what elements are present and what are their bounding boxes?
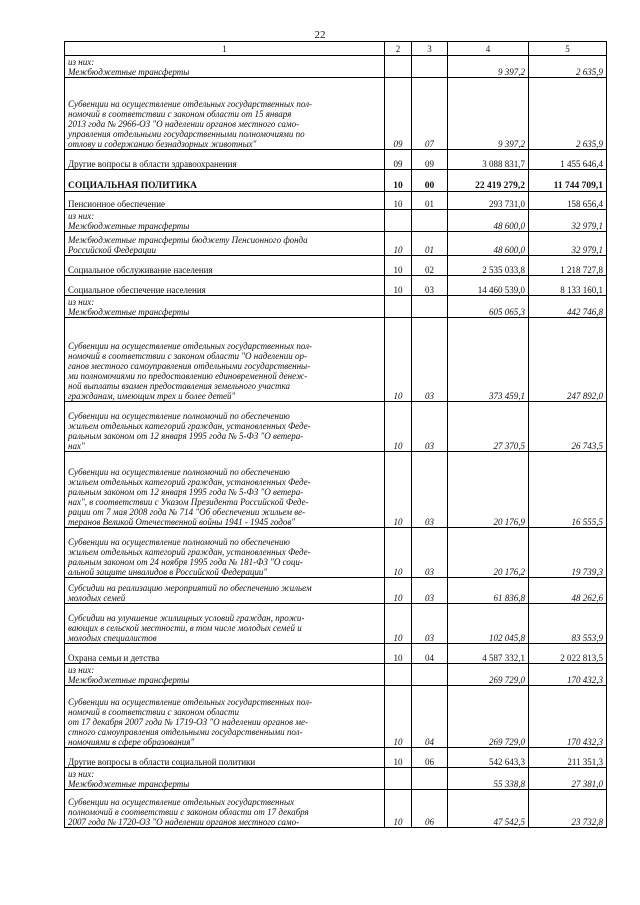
- actual-amount-cell: 23 732,8: [529, 790, 607, 828]
- subsection-code-cell: 04: [412, 644, 448, 664]
- row-name-line: от 17 декабря 2007 года № 1719-ОЗ "О наделении органов ме-: [68, 717, 309, 727]
- row-name-line: СОЦИАЛЬНАЯ ПОЛИТИКА: [68, 181, 197, 191]
- actual-amount-cell: 2 635,9: [529, 78, 607, 150]
- table-row: [65, 210, 607, 232]
- row-name-line: альной защите инвалидов в Российской Федерации": [68, 567, 268, 577]
- actual-amount-cell: 1 218 727,8: [529, 256, 607, 276]
- actual-amount-cell: 48 262,6: [529, 578, 607, 604]
- row-name-line: 2007 года № 1720-ОЗ "О наделении органов местного само-: [68, 817, 300, 827]
- row-name-line: вающих в сельской местности, в том числе молодых семей и: [68, 623, 302, 633]
- row-name-line: номочий в соответствии с законом области от 15 января: [68, 109, 292, 119]
- subsection-code-cell: 01: [412, 192, 448, 210]
- plan-amount-cell: 269 729,0: [448, 686, 529, 748]
- plan-amount-cell: 55 338,8: [448, 768, 529, 790]
- subsection-code-cell: 03: [412, 578, 448, 604]
- section-code-cell: [385, 664, 412, 686]
- plan-amount-cell: 605 065,3: [448, 296, 529, 318]
- row-name-cell: [65, 78, 385, 150]
- header-cell-section: 2: [385, 42, 412, 56]
- subsection-code-cell: 09: [412, 150, 448, 170]
- row-name-line: Межбюджетные трансферты бюджету Пенсионного фонда: [68, 235, 308, 245]
- row-name-line: ральным законом от 12 января 1995 года № 5-ФЗ "О ветера-: [68, 487, 304, 497]
- table-row: [65, 296, 607, 318]
- actual-amount-cell: 170 432,3: [529, 664, 607, 686]
- actual-amount-cell: 83 553,9: [529, 604, 607, 644]
- row-name-line: Субвенции на осуществление полномочий по обеспечению: [68, 411, 290, 421]
- row-name-line: молодых специалистов: [68, 633, 157, 643]
- plan-amount-cell: 48 600,0: [448, 210, 529, 232]
- table-row: [65, 232, 607, 256]
- section-code-cell: 10: [385, 318, 412, 402]
- table-row: [65, 192, 607, 210]
- plan-amount-cell: 48 600,0: [448, 232, 529, 256]
- section-code-cell: [385, 768, 412, 790]
- row-name-line: ми полномочиями по предоставлению единовременной денеж-: [68, 371, 308, 381]
- actual-amount-cell: 2 022 813,5: [529, 644, 607, 664]
- row-name-line: Другие вопросы в области здравоохранения: [68, 159, 237, 169]
- row-name-cell: [65, 276, 385, 296]
- subsection-code-cell: 03: [412, 402, 448, 452]
- plan-amount-cell: 3 088 831,7: [448, 150, 529, 170]
- row-name-cell: [65, 452, 385, 528]
- row-name-line: Охрана семьи и детства: [68, 653, 160, 663]
- section-code-cell: 10: [385, 790, 412, 828]
- table-row: [65, 604, 607, 644]
- subsection-code-cell: [412, 768, 448, 790]
- plan-amount-cell: 9 397,2: [448, 56, 529, 78]
- row-name-line: Субсидии на улучшение жилищных условий граждан, прожи-: [68, 613, 305, 623]
- section-code-cell: 10: [385, 170, 412, 192]
- table-row: [65, 528, 607, 578]
- header-row: [65, 42, 607, 56]
- page-number: 22: [314, 29, 326, 41]
- row-name-line: Другие вопросы в области социальной политики: [68, 757, 256, 767]
- section-code-cell: 10: [385, 256, 412, 276]
- plan-amount-cell: 20 176,2: [448, 528, 529, 578]
- row-name-line: Субвенции на осуществление отдельных государственных пол-: [68, 99, 313, 109]
- row-name-line: рации от 7 мая 2008 года № 714 "Об обеспечении жильем ве-: [68, 507, 306, 517]
- actual-amount-cell: 26 743,5: [529, 402, 607, 452]
- row-name-cell: [65, 150, 385, 170]
- subsection-code-cell: 03: [412, 528, 448, 578]
- section-code-cell: 10: [385, 528, 412, 578]
- plan-amount-cell: 4 587 332,1: [448, 644, 529, 664]
- table-row: [65, 644, 607, 664]
- row-name-line: номочиями в сфере образования": [68, 737, 195, 747]
- subsection-code-cell: [412, 56, 448, 78]
- plan-amount-cell: 9 397,2: [448, 78, 529, 150]
- section-code-cell: 10: [385, 748, 412, 768]
- plan-amount-cell: 14 460 539,0: [448, 276, 529, 296]
- row-name-line: Пенсионное обеспечение: [68, 199, 166, 209]
- actual-amount-cell: 32 979,1: [529, 232, 607, 256]
- actual-amount-cell: 1 455 646,4: [529, 150, 607, 170]
- row-name-line: Субвенции на осуществление отдельных государственных: [68, 797, 295, 807]
- header-cell-name: 1: [65, 42, 385, 56]
- section-code-cell: 10: [385, 686, 412, 748]
- row-name-cell: [65, 170, 385, 192]
- row-name-line: Субвенции на осуществление полномочий по обеспечению: [68, 537, 290, 547]
- plan-amount-cell: 61 836,8: [448, 578, 529, 604]
- actual-amount-cell: 32 979,1: [529, 210, 607, 232]
- row-name-cell: [65, 686, 385, 748]
- plan-amount-cell: 2 535 033,8: [448, 256, 529, 276]
- row-name-line: Субсидии на реализацию мероприятий по обеспечению жильем: [68, 583, 312, 593]
- section-code-cell: 10: [385, 402, 412, 452]
- table-row: [65, 78, 607, 150]
- table-row: [65, 256, 607, 276]
- section-code-cell: 09: [385, 150, 412, 170]
- row-name-cell: [65, 578, 385, 604]
- row-name-line: из них:: [68, 211, 95, 221]
- table-row: [65, 748, 607, 768]
- actual-amount-cell: 442 746,8: [529, 296, 607, 318]
- actual-amount-cell: 2 635,9: [529, 56, 607, 78]
- section-code-cell: [385, 210, 412, 232]
- row-name-cell: [65, 256, 385, 276]
- header-cell-subsection: 3: [412, 42, 448, 56]
- plan-amount-cell: 47 542,5: [448, 790, 529, 828]
- row-name-line: отлову и содержанию безнадзорных животных": [68, 139, 257, 149]
- header-cell-plan: 4: [448, 42, 529, 56]
- row-name-line: ральным законом от 12 января 1995 года № 5-ФЗ "О ветера-: [68, 431, 304, 441]
- row-name-cell: [65, 318, 385, 402]
- row-name-line: из них:: [68, 665, 95, 675]
- actual-amount-cell: 27 381,0: [529, 768, 607, 790]
- table-row: [65, 56, 607, 78]
- row-name-line: молодых семей: [68, 593, 126, 603]
- row-name-line: из них:: [68, 769, 95, 779]
- subsection-code-cell: 01: [412, 232, 448, 256]
- table-row: [65, 170, 607, 192]
- row-name-line: жильем отдельных категорий граждан, установленных Феде-: [68, 477, 311, 487]
- plan-amount-cell: 373 459,1: [448, 318, 529, 402]
- subsection-code-cell: 07: [412, 78, 448, 150]
- subsection-code-cell: 02: [412, 256, 448, 276]
- subsection-code-cell: 00: [412, 170, 448, 192]
- row-name-line: Российской Федерации: [68, 245, 156, 255]
- row-name-cell: [65, 56, 385, 78]
- section-code-cell: 10: [385, 604, 412, 644]
- actual-amount-cell: 158 656,4: [529, 192, 607, 210]
- plan-amount-cell: 293 731,0: [448, 192, 529, 210]
- row-name-cell: [65, 790, 385, 828]
- table-row: [65, 664, 607, 686]
- section-code-cell: 10: [385, 192, 412, 210]
- actual-amount-cell: 19 739,3: [529, 528, 607, 578]
- table-row: [65, 276, 607, 296]
- plan-amount-cell: 20 176,9: [448, 452, 529, 528]
- row-name-line: Межбюджетные трансферты: [68, 779, 190, 789]
- actual-amount-cell: 247 892,0: [529, 318, 607, 402]
- budget-table-body: [65, 42, 607, 828]
- row-name-line: стного самоуправления отдельными государственными пол-: [68, 727, 303, 737]
- header-cell-actual: 5: [529, 42, 607, 56]
- section-code-cell: 10: [385, 578, 412, 604]
- row-name-line: управления отдельными государственными полномочиями по: [68, 129, 305, 139]
- row-name-cell: [65, 296, 385, 318]
- row-name-line: Субвенции на осуществление отдельных государственных пол-: [68, 341, 313, 351]
- plan-amount-cell: 22 419 279,2: [448, 170, 529, 192]
- row-name-cell: [65, 644, 385, 664]
- plan-amount-cell: 27 370,5: [448, 402, 529, 452]
- section-code-cell: 10: [385, 644, 412, 664]
- row-name-line: нах", в соответствии с Указом Президента Российской Феде-: [68, 497, 309, 507]
- subsection-code-cell: 03: [412, 276, 448, 296]
- actual-amount-cell: 211 351,3: [529, 748, 607, 768]
- subsection-code-cell: 03: [412, 604, 448, 644]
- table-row: [65, 578, 607, 604]
- row-name-line: из них:: [68, 297, 95, 307]
- row-name-line: номочий в соответствии с законом области "О наделении ор-: [68, 351, 308, 361]
- row-name-line: Социальное обслуживание населения: [68, 265, 213, 275]
- section-code-cell: 10: [385, 232, 412, 256]
- section-code-cell: 09: [385, 78, 412, 150]
- table-row: [65, 150, 607, 170]
- row-name-line: Субвенции на осуществление отдельных государственных пол-: [68, 697, 313, 707]
- row-name-cell: [65, 192, 385, 210]
- actual-amount-cell: 11 744 709,1: [529, 170, 607, 192]
- row-name-line: 2013 года № 2966-ОЗ "О наделении органов местного само-: [68, 119, 300, 129]
- subsection-code-cell: 03: [412, 318, 448, 402]
- row-name-line: из них:: [68, 57, 95, 67]
- row-name-line: ганов местного самоуправления отдельными государственны-: [68, 361, 311, 371]
- row-name-line: Межбюджетные трансферты: [68, 307, 190, 317]
- row-name-line: гражданам, имеющим трех и более детей": [68, 391, 236, 401]
- row-name-line: Социальное обеспечение населения: [68, 285, 206, 295]
- row-name-cell: [65, 232, 385, 256]
- actual-amount-cell: 170 432,3: [529, 686, 607, 748]
- subsection-code-cell: 04: [412, 686, 448, 748]
- table-row: [65, 402, 607, 452]
- row-name-cell: [65, 748, 385, 768]
- row-name-line: ральным законом от 24 ноября 1995 года № 181-ФЗ "О соци-: [68, 557, 303, 567]
- row-name-cell: [65, 768, 385, 790]
- actual-amount-cell: 8 133 160,1: [529, 276, 607, 296]
- plan-amount-cell: 269 729,0: [448, 664, 529, 686]
- budget-table: [64, 41, 607, 828]
- plan-amount-cell: 102 045,8: [448, 604, 529, 644]
- row-name-cell: [65, 664, 385, 686]
- subsection-code-cell: [412, 296, 448, 318]
- row-name-line: Межбюджетные трансферты: [68, 221, 190, 231]
- subsection-code-cell: [412, 664, 448, 686]
- row-name-cell: [65, 402, 385, 452]
- subsection-code-cell: 03: [412, 452, 448, 528]
- row-name-line: Субвенции на осуществление полномочий по обеспечению: [68, 467, 290, 477]
- row-name-line: полномочий в соответствии с законом области от 17 декабря: [68, 807, 309, 817]
- subsection-code-cell: 06: [412, 748, 448, 768]
- section-code-cell: [385, 296, 412, 318]
- row-name-line: жильем отдельных категорий граждан, установленных Феде-: [68, 421, 311, 431]
- row-name-line: Межбюджетные трансферты: [68, 67, 190, 77]
- table-row: [65, 318, 607, 402]
- subsection-code-cell: [412, 210, 448, 232]
- table-row: [65, 768, 607, 790]
- row-name-line: ной выплаты взамен предоставления земельного участка: [68, 381, 291, 391]
- plan-amount-cell: 542 643,3: [448, 748, 529, 768]
- row-name-line: жильем отдельных категорий граждан, установленных Феде-: [68, 547, 311, 557]
- row-name-cell: [65, 528, 385, 578]
- table-row: [65, 452, 607, 528]
- actual-amount-cell: 16 555,5: [529, 452, 607, 528]
- table-row: [65, 686, 607, 748]
- table-row: [65, 790, 607, 828]
- row-name-cell: [65, 604, 385, 644]
- subsection-code-cell: 06: [412, 790, 448, 828]
- row-name-line: теранов Великой Отечественной войны 1941 - 1945 годов": [68, 517, 296, 527]
- section-code-cell: 10: [385, 276, 412, 296]
- row-name-line: Межбюджетные трансферты: [68, 675, 190, 685]
- row-name-line: номочий в соответствии с законом области: [68, 707, 239, 717]
- section-code-cell: 10: [385, 452, 412, 528]
- section-code-cell: [385, 56, 412, 78]
- row-name-cell: [65, 210, 385, 232]
- row-name-line: нах": [68, 441, 85, 451]
